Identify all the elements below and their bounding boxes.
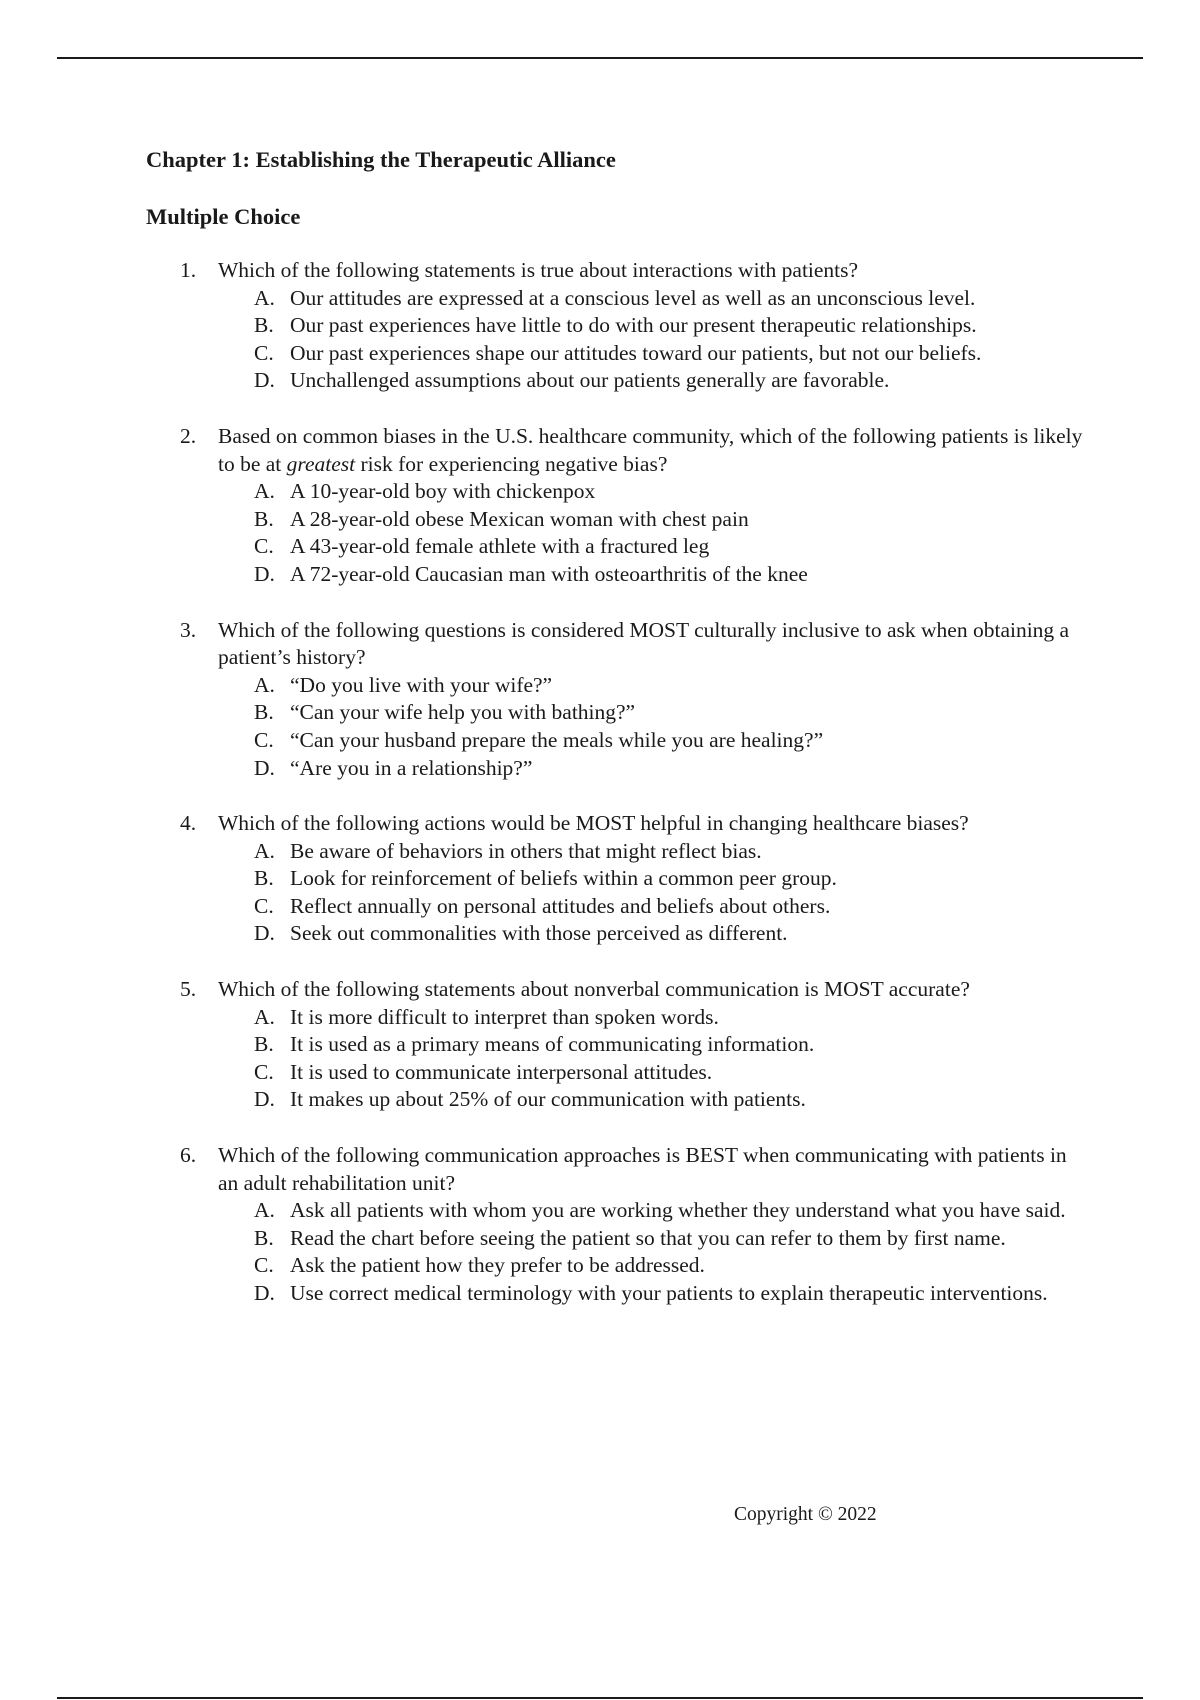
option-d <box>254 1086 1086 1114</box>
option-list <box>218 838 1086 948</box>
option-c <box>254 1059 1086 1087</box>
option-list <box>218 285 1086 395</box>
question-text: Which of the following actions would be MOST helpful in changing healthcare biases? <box>218 811 969 836</box>
option-d <box>254 367 1086 395</box>
question-1 <box>146 257 1086 395</box>
option-letter: A. <box>254 672 275 697</box>
option-a <box>254 478 1086 506</box>
option-text: Look for reinforcement of beliefs within a common peer group. <box>290 866 837 891</box>
question-5 <box>146 976 1086 1114</box>
option-text: Ask all patients with whom you are working whether they understand what you have said. <box>290 1198 1066 1223</box>
option-list <box>218 478 1086 588</box>
option-letter: B. <box>254 866 274 891</box>
question-number: 1. <box>180 258 197 282</box>
option-letter: B. <box>254 506 274 531</box>
option-text: Reflect annually on personal attitudes and beliefs about others. <box>290 893 831 918</box>
option-letter: C. <box>254 727 274 752</box>
option-text: Unchallenged assumptions about our patients generally are favorable. <box>290 368 890 393</box>
question-text: Which of the following statements is true about interactions with patients? <box>218 258 859 282</box>
option-text: “Are you in a relationship?” <box>290 755 533 780</box>
option-letter: A. <box>254 838 275 863</box>
option-letter: A. <box>254 1198 275 1223</box>
option-letter: D. <box>254 755 275 780</box>
question-6 <box>146 1142 1086 1308</box>
option-c <box>254 533 1086 561</box>
question-2 <box>146 423 1086 589</box>
question-number: 2. <box>180 423 197 448</box>
option-letter: B. <box>254 313 274 338</box>
option-a <box>254 1197 1086 1225</box>
page-content <box>146 146 1086 1336</box>
option-letter: D. <box>254 1281 275 1305</box>
option-letter: C. <box>254 1253 274 1278</box>
option-text: Our past experiences have little to do with our present therapeutic relationships. <box>290 313 977 338</box>
option-c <box>254 1252 1086 1280</box>
option-text: A 43-year-old female athlete with a fractured leg <box>290 534 710 559</box>
question-list <box>146 257 1086 1308</box>
option-d <box>254 561 1086 589</box>
option-letter: D. <box>254 368 275 393</box>
option-b <box>254 865 1086 893</box>
copyright-notice: Copyright © 2022 <box>734 1504 877 1525</box>
option-c <box>254 893 1086 921</box>
question-text: Which of the following questions is considered MOST culturally inclusive to ask when obtaining a patient’s history? <box>218 617 1070 670</box>
question-number: 6. <box>180 1143 197 1168</box>
option-letter: C. <box>254 534 274 559</box>
option-b <box>254 1225 1086 1253</box>
option-text: Read the chart before seeing the patient so that you can refer to them by first name. <box>290 1225 1006 1250</box>
option-list <box>218 672 1086 782</box>
option-text: “Do you live with your wife?” <box>290 672 553 697</box>
option-a <box>254 838 1086 866</box>
option-b <box>254 312 1086 340</box>
option-letter: C. <box>254 893 274 918</box>
option-letter: D. <box>254 1087 275 1112</box>
option-text: “Can your wife help you with bathing?” <box>290 700 636 725</box>
option-a <box>254 1004 1086 1032</box>
option-text: “Can your husband prepare the meals while you are healing?” <box>290 727 824 752</box>
option-text: Use correct medical terminology with your patients to explain therapeutic interventions. <box>290 1281 1048 1305</box>
section-title: Multiple Choice <box>146 204 301 229</box>
option-text: It is used to communicate interpersonal attitudes. <box>290 1059 713 1084</box>
option-letter: A. <box>254 479 275 504</box>
option-letter: A. <box>254 285 275 310</box>
option-letter: B. <box>254 700 274 725</box>
option-letter: C. <box>254 340 274 365</box>
option-list <box>218 1004 1086 1114</box>
option-b <box>254 1031 1086 1059</box>
option-list <box>218 1197 1086 1307</box>
top-rule <box>57 57 1143 59</box>
option-letter: D. <box>254 561 275 586</box>
option-letter: D. <box>254 921 275 946</box>
option-text: It is more difficult to interpret than spoken words. <box>290 1004 719 1029</box>
question-4 <box>146 810 1086 948</box>
question-number: 3. <box>180 617 197 642</box>
option-letter: C. <box>254 1059 274 1084</box>
option-text: It is used as a primary means of communicating information. <box>290 1032 815 1057</box>
question-text-end: risk for experiencing negative bias? <box>355 451 668 476</box>
question-text: Which of the following statements about nonverbal communication is MOST accurate? <box>218 977 970 1002</box>
question-number: 4. <box>180 811 197 836</box>
option-letter: B. <box>254 1032 274 1057</box>
option-text: It makes up about 25% of our communication with patients. <box>290 1087 806 1112</box>
chapter-title: Chapter 1: Establishing the Therapeutic Alliance <box>146 147 616 172</box>
question-number: 5. <box>180 977 197 1002</box>
option-text: Seek out commonalities with those perceived as different. <box>290 921 788 946</box>
option-b <box>254 506 1086 534</box>
question-text-start: Based on common biases in the U.S. healthcare community, which of the following patients is likely to be at <box>218 423 1083 476</box>
option-letter: A. <box>254 1004 275 1029</box>
question-3 <box>146 617 1086 783</box>
option-letter: B. <box>254 1225 274 1250</box>
question-text-emphasis: greatest <box>286 451 356 476</box>
option-text: Our past experiences shape our attitudes toward our patients, but not our beliefs. <box>290 340 982 365</box>
option-text: Ask the patient how they prefer to be addressed. <box>290 1253 705 1278</box>
question-text: Which of the following communication approaches is BEST when communicating with patients in an adult rehabilitation unit? <box>218 1143 1067 1195</box>
option-b <box>254 699 1086 727</box>
option-text: A 28-year-old obese Mexican woman with chest pain <box>290 506 749 531</box>
option-d <box>254 755 1086 783</box>
option-text: Our attitudes are expressed at a conscious level as well as an unconscious level. <box>290 285 976 310</box>
option-a <box>254 285 1086 313</box>
option-c <box>254 340 1086 368</box>
option-text: A 10-year-old boy with chickenpox <box>290 479 596 504</box>
question-text <box>218 423 1086 478</box>
bottom-rule <box>57 1697 1143 1699</box>
option-d <box>254 920 1086 948</box>
option-text: Be aware of behaviors in others that might reflect bias. <box>290 838 762 863</box>
option-text: A 72-year-old Caucasian man with osteoarthritis of the knee <box>290 561 808 586</box>
option-a <box>254 672 1086 700</box>
option-c <box>254 727 1086 755</box>
option-d <box>254 1280 1086 1308</box>
